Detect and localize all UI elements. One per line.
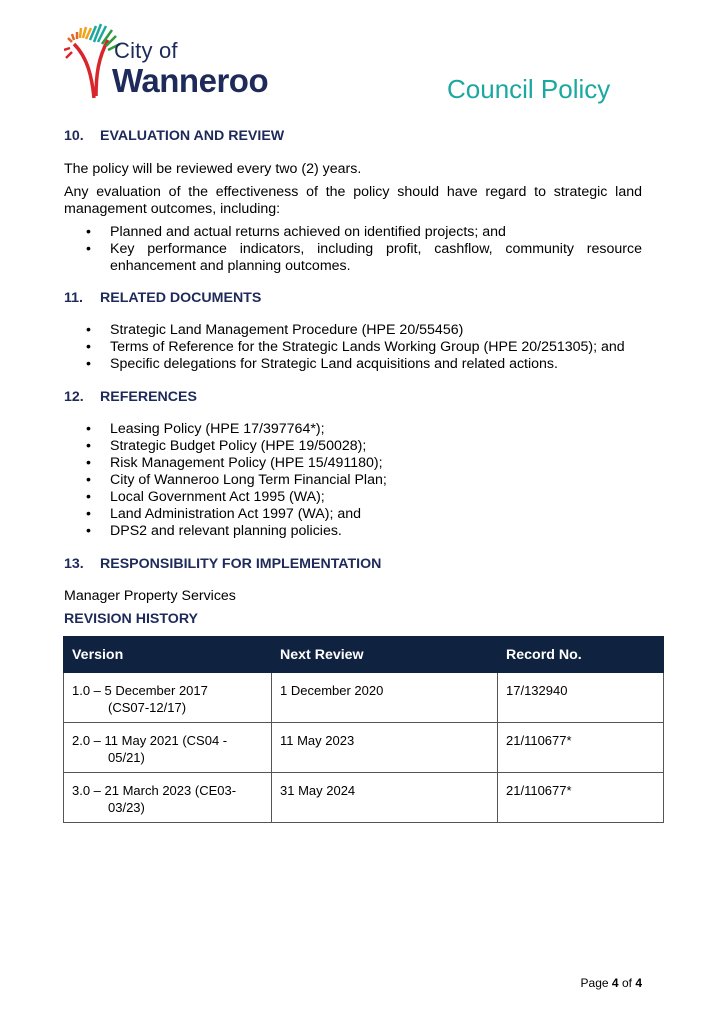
- section-10-heading: [64, 128, 284, 144]
- list-item: • Land Administration Act 1997 (WA); and: [64, 506, 642, 523]
- section-number: 12.: [64, 389, 84, 405]
- logo-text-wanneroo: Wanneroo: [112, 62, 269, 99]
- table-row: [64, 773, 664, 823]
- table-header-row: [64, 637, 664, 673]
- list-item: • DPS2 and relevant planning policies.: [64, 523, 642, 540]
- list-item: • Terms of Reference for the Strategic Lands Working Group (HPE 20/251305); and: [64, 339, 642, 356]
- record-no-cell: 21/110677*: [498, 773, 664, 823]
- section-11-heading: [64, 290, 261, 306]
- column-header-record-no: Record No.: [498, 637, 664, 673]
- version-text-cont: 05/21): [108, 750, 145, 765]
- table-row: [64, 723, 664, 773]
- section-13-heading: [64, 556, 381, 572]
- bullet-list: [64, 421, 642, 540]
- city-logo: [64, 18, 294, 104]
- list-item: • Strategic Land Management Procedure (HPE 20/55456): [64, 322, 642, 339]
- paragraph: Any evaluation of the effectiveness of the policy should have regard to strategic land management outcomes, including:: [64, 184, 642, 217]
- page-total: 4: [635, 976, 642, 990]
- list-item: • Leasing Policy (HPE 17/397764*);: [64, 421, 642, 438]
- list-item: • Key performance indicators, including profit, cashflow, community resource enhancement and planning outcomes.: [64, 241, 642, 275]
- section-title: REFERENCES: [100, 389, 197, 405]
- list-item: • Risk Management Policy (HPE 15/491180);: [64, 455, 642, 472]
- list-item: • Planned and actual returns achieved on identified projects; and: [64, 224, 642, 241]
- page-label: Page: [580, 976, 609, 990]
- record-no-cell: 17/132940: [498, 673, 664, 723]
- bullet-list: [64, 322, 642, 373]
- next-review-cell: 1 December 2020: [272, 673, 498, 723]
- section-12-heading: [64, 389, 197, 405]
- page-current: 4: [611, 976, 619, 990]
- section-number: 10.: [64, 128, 84, 144]
- list-item: • Specific delegations for Strategic Land acquisitions and related actions.: [64, 356, 642, 373]
- version-text-cont: (CS07-12/17): [108, 700, 187, 715]
- next-review-cell: 11 May 2023: [272, 723, 498, 773]
- record-no-cell: 21/110677*: [498, 723, 664, 773]
- next-review-cell: 31 May 2024: [272, 773, 498, 823]
- logo-text-city-of: City of: [114, 38, 178, 63]
- section-title: RESPONSIBILITY FOR IMPLEMENTATION: [100, 556, 382, 572]
- list-item: • Local Government Act 1995 (WA);: [64, 489, 642, 506]
- page-number: [581, 976, 642, 990]
- version-cell: [64, 673, 272, 723]
- version-text: 3.0 – 21 March 2023 (CE03-: [72, 783, 237, 798]
- table-row: [64, 673, 664, 723]
- paragraph: The policy will be reviewed every two (2) years.: [64, 161, 362, 177]
- section-number: 11.: [64, 290, 83, 306]
- version-text-cont: 03/23): [108, 800, 145, 815]
- version-text: 2.0 – 11 May 2021 (CS04 -: [72, 733, 228, 748]
- document-type-title: Council Policy: [447, 74, 611, 104]
- version-cell: [64, 773, 272, 823]
- section-title: EVALUATION AND REVIEW: [100, 128, 285, 144]
- list-item: • Strategic Budget Policy (HPE 19/50028);: [64, 438, 642, 455]
- revision-history-table: [63, 636, 664, 823]
- list-item: • City of Wanneroo Long Term Financial Plan;: [64, 472, 642, 489]
- version-text: 1.0 – 5 December 2017: [72, 683, 208, 698]
- bullet-list: [64, 224, 642, 275]
- section-title: RELATED DOCUMENTS: [100, 290, 262, 306]
- column-header-next-review: Next Review: [272, 637, 498, 673]
- paragraph: Manager Property Services: [64, 588, 236, 604]
- version-cell: [64, 723, 272, 773]
- column-header-version: Version: [64, 637, 272, 673]
- revision-history-heading: REVISION HISTORY: [64, 611, 199, 627]
- section-number: 13.: [64, 556, 84, 572]
- of-label: of: [621, 976, 632, 990]
